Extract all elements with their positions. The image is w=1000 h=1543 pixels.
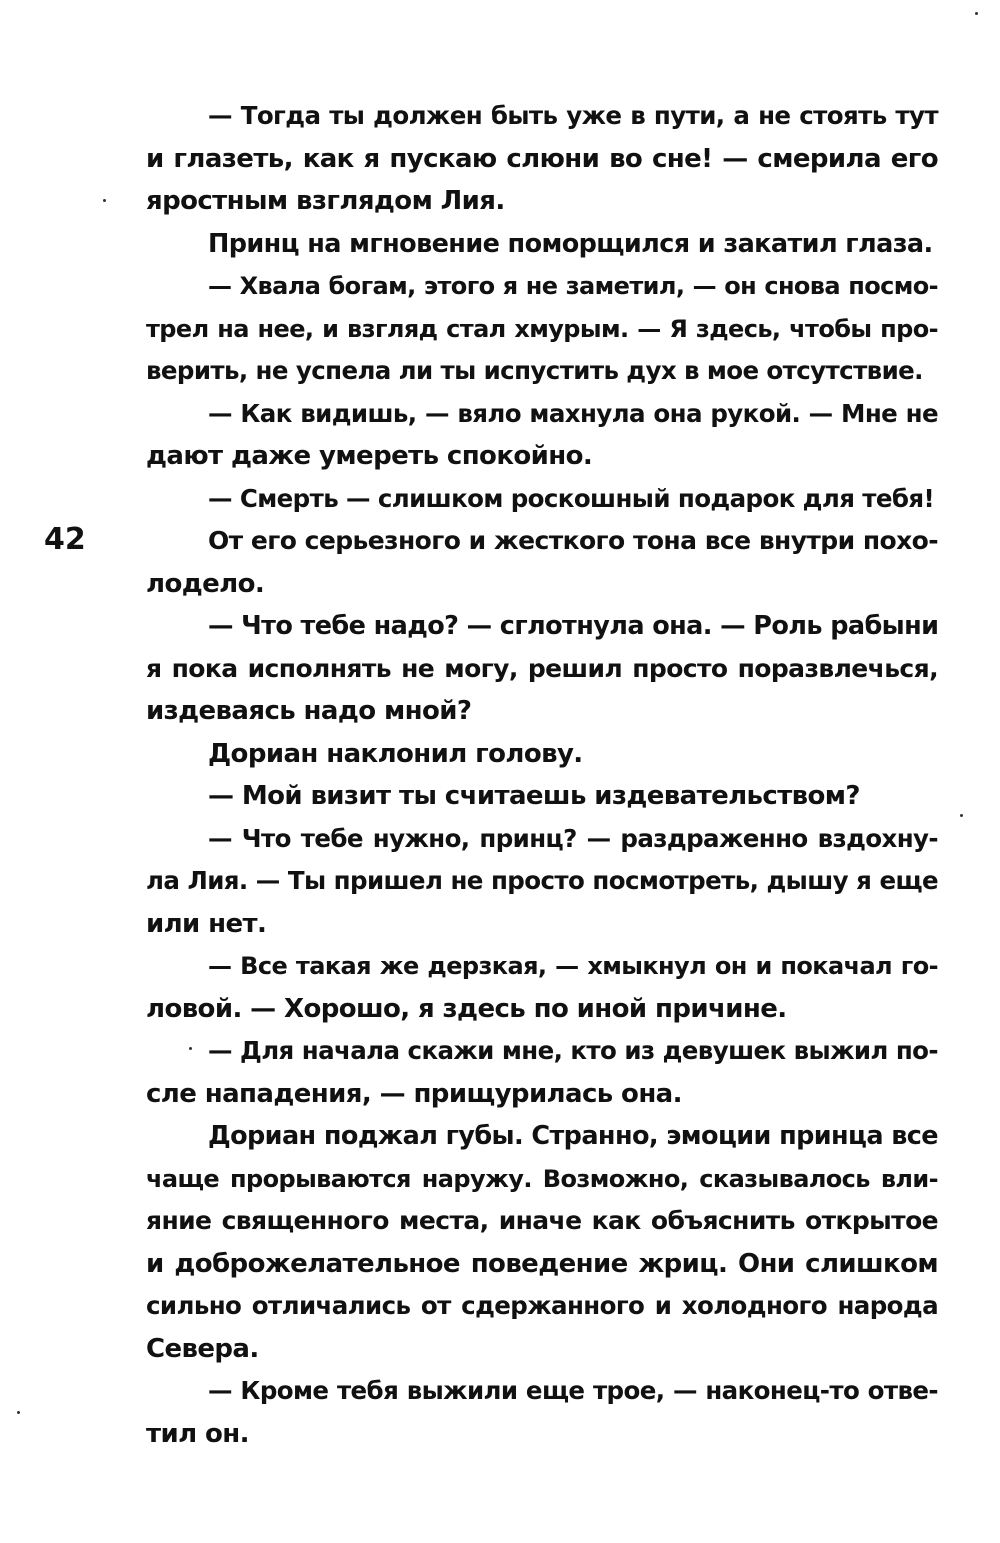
- text-line: яние священного места, иначе как объяснить открытое: [146, 1206, 938, 1235]
- text-line: я пока исполнять не могу, решил просто поразвлечься,: [146, 653, 938, 683]
- text-line: чаще прорываются наружу. Возможно, сказывалось вли-: [146, 1164, 938, 1193]
- scan-speck: [103, 199, 106, 202]
- page-number: 42: [44, 522, 86, 557]
- text-line: — Что тебе нужно, принц? — раздраженно вздохну-: [208, 823, 938, 853]
- scan-speck: [17, 1411, 20, 1414]
- text-line: дают даже умереть спокойно.: [146, 441, 593, 471]
- text-line: сле нападения, — прищурилась она.: [146, 1078, 682, 1109]
- text-line: — Смерть — слишком роскошный подарок для тебя!: [208, 483, 935, 513]
- text-line: яростным взглядом Лия.: [146, 186, 505, 216]
- text-line: Севера.: [146, 1333, 259, 1364]
- scan-speck: [975, 12, 978, 15]
- text-line: — Все такая же дерзкая, — хмыкнул он и покачал го-: [208, 952, 938, 980]
- body-text: [146, 95, 938, 1455]
- text-line: верить, не успела ли ты испустить дух в мое отсутствие.: [146, 356, 923, 385]
- text-line: — Что тебе надо? — сглотнула она. — Роль рабыни: [208, 611, 939, 641]
- text-line: или нет.: [146, 908, 267, 939]
- text-line: — Кроме тебя выжили еще трое, — наконец-то отве-: [208, 1376, 938, 1405]
- text-line: и глазеть, как я пускаю слюни во сне! — смерила его: [146, 143, 938, 174]
- text-line: От его серьезного и жесткого тона все внутри похо-: [208, 526, 938, 555]
- scan-speck: [189, 1047, 192, 1050]
- text-line: ла Лия. — Ты пришел не просто посмотреть, дышу я еще: [146, 866, 938, 895]
- text-line: Дориан поджал губы. Странно, эмоции принца все: [208, 1121, 938, 1151]
- text-line: — Как видишь, — вяло махнула она рукой. — Мне не: [208, 398, 938, 428]
- text-line: Принц на мгновение поморщился и закатил глаза.: [208, 228, 933, 259]
- text-line: — Хвала богам, этого я не заметил, — он снова посмо-: [208, 272, 938, 300]
- text-line: — Для начала скажи мне, кто из девушек выжил по-: [208, 1036, 938, 1065]
- text-line: лодело.: [146, 568, 265, 599]
- text-line: сильно отличались от сдержанного и холодного народа: [146, 1291, 938, 1320]
- text-line: издеваясь надо мной?: [146, 696, 472, 726]
- text-line: — Мой визит ты считаешь издевательством?: [208, 781, 860, 811]
- text-line: — Тогда ты должен быть уже в пути, а не стоять тут: [208, 101, 938, 130]
- text-line: ловой. — Хорошо, я здесь по иной причине.: [146, 993, 787, 1024]
- text-line: тил он.: [146, 1418, 249, 1449]
- text-line: Дориан наклонил голову.: [208, 738, 583, 769]
- text-line: трел на нее, и взгляд стал хмурым. — Я здесь, чтобы про-: [146, 314, 938, 343]
- scan-speck: [960, 814, 963, 817]
- text-line: и доброжелательное поведение жриц. Они слишком: [146, 1248, 938, 1279]
